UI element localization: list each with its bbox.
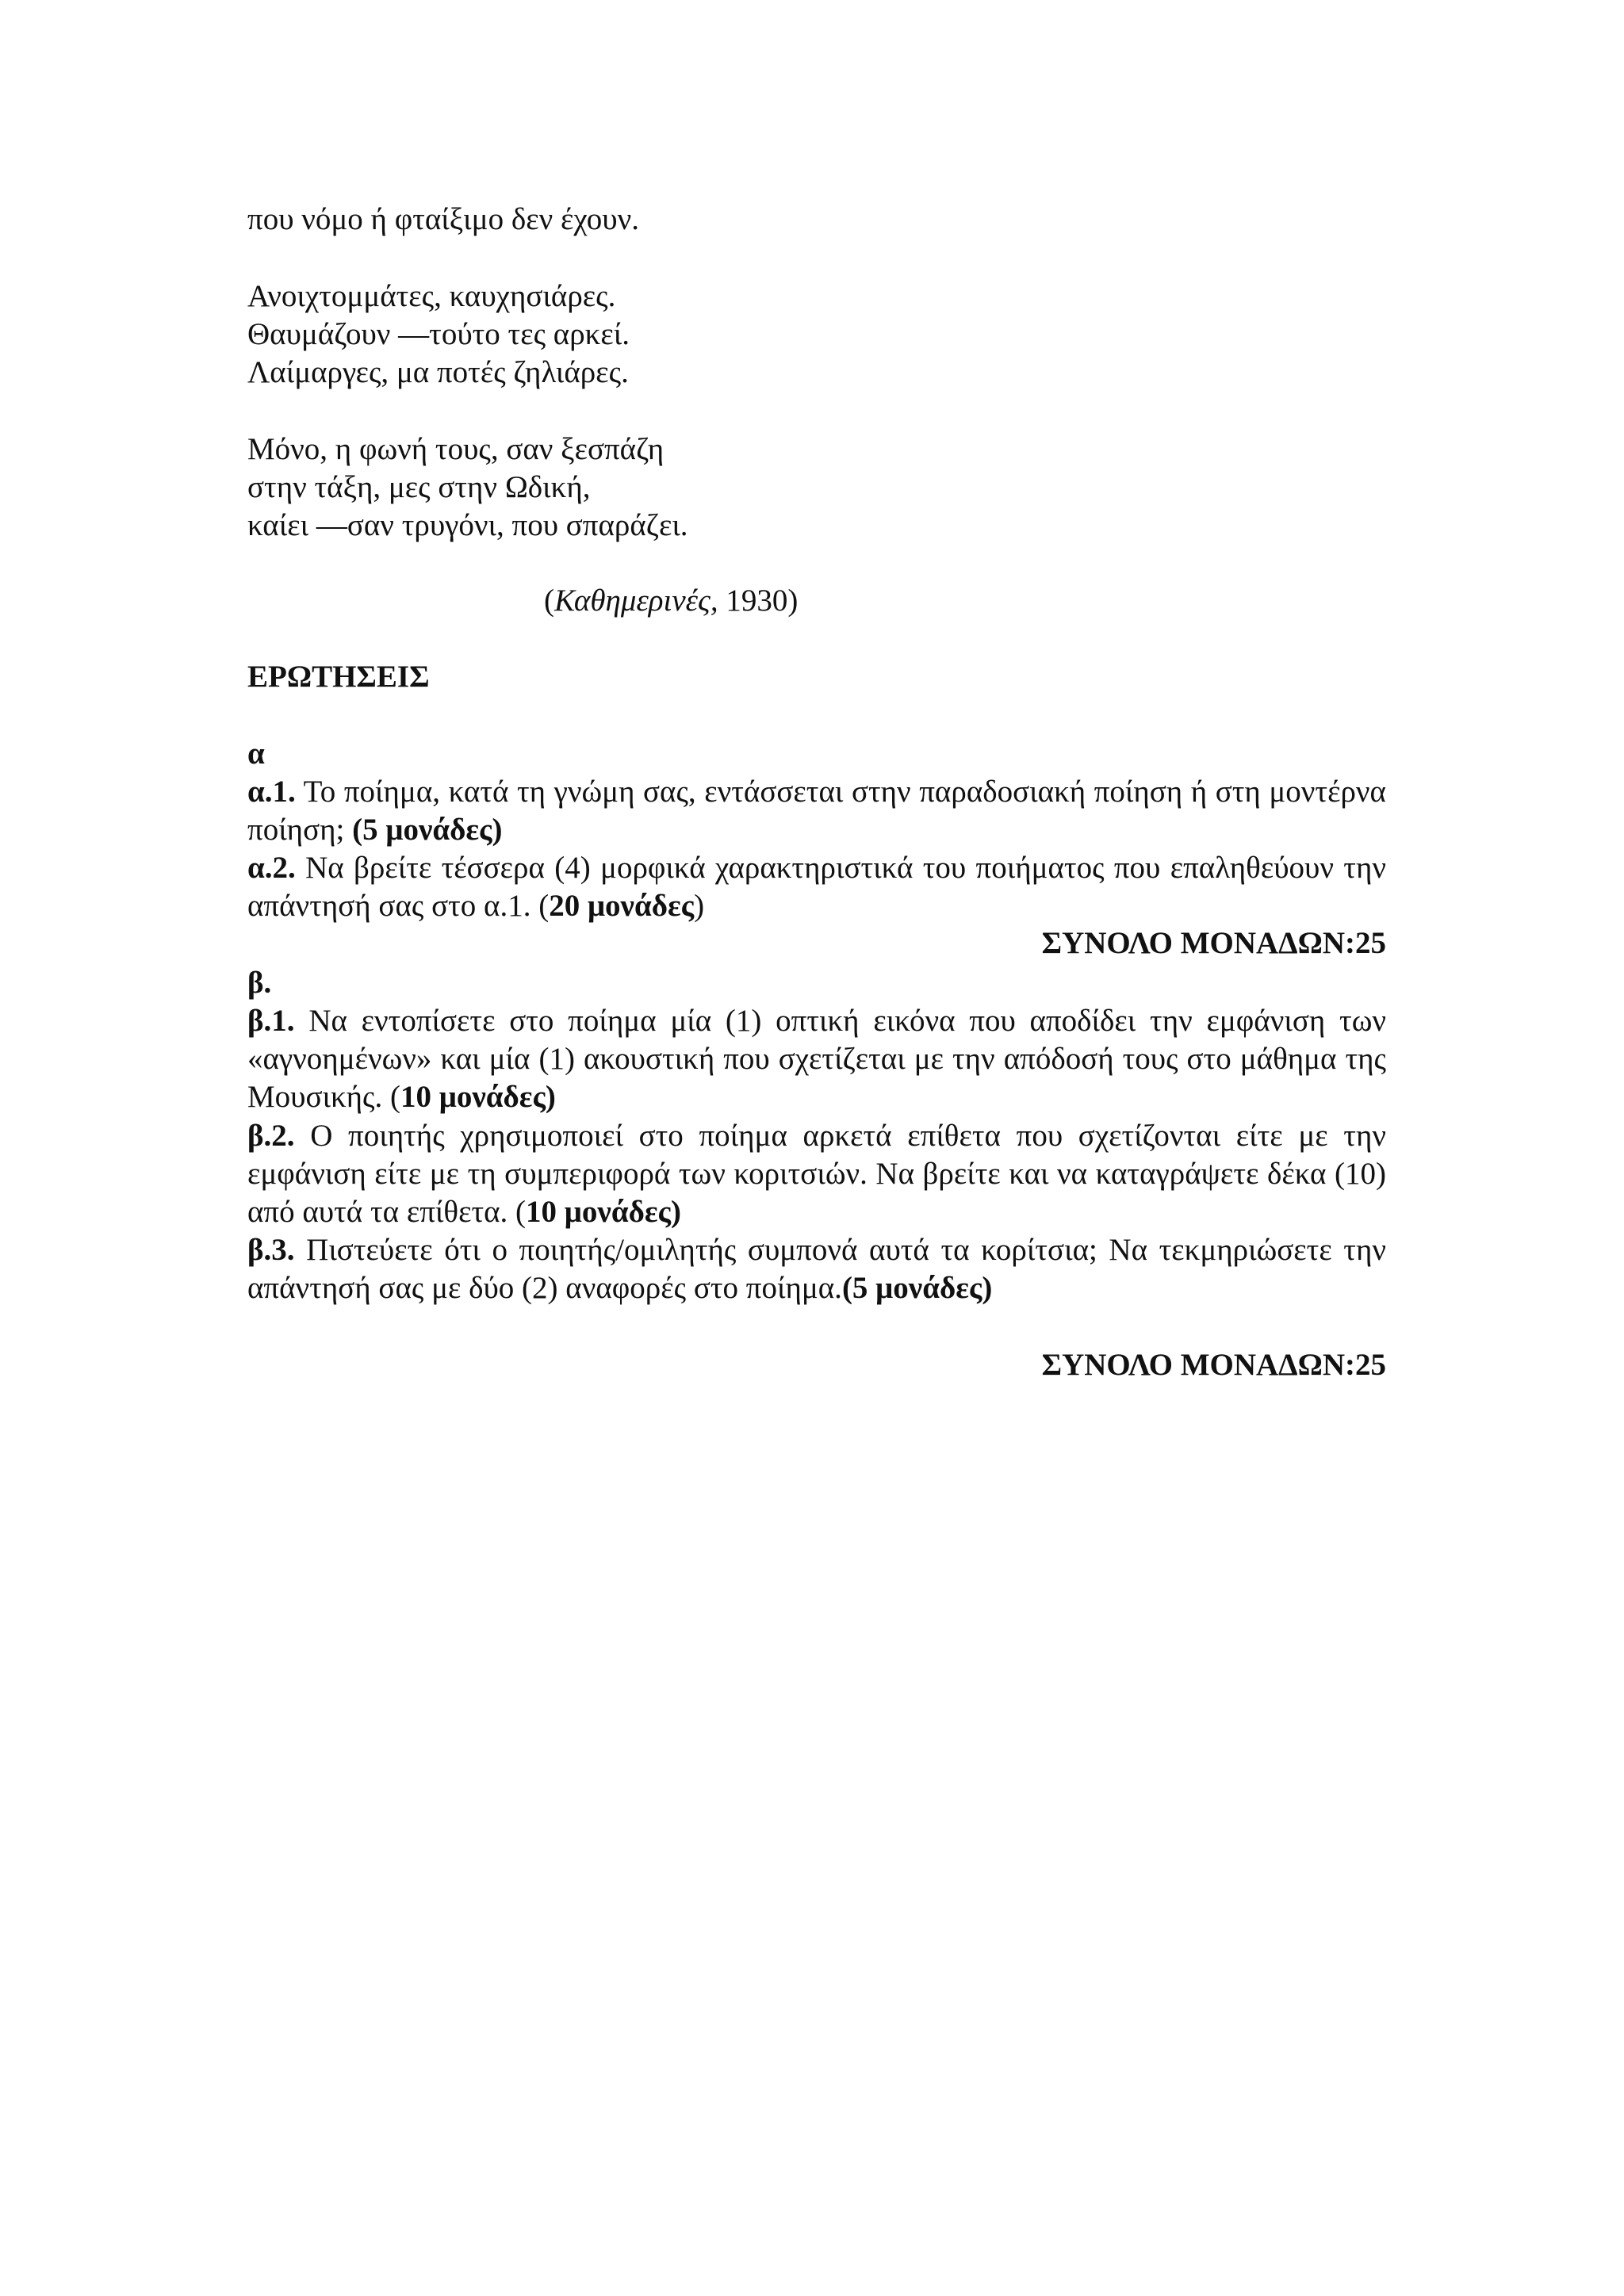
poem-line: Ανοιχτομμάτες, καυχησιάρες. bbox=[247, 279, 616, 313]
source-title: Καθημερινές, bbox=[554, 584, 718, 618]
question-a2: α.2. Να βρείτε τέσσερα (4) μορφικά χαρακτηριστικά του ποιήματος που επαληθεύουν την απάντησή σας στο α.1. (20 μονάδες) bbox=[247, 851, 1386, 923]
section-b-label: β. bbox=[247, 966, 272, 1000]
questions-heading: ΕΡΩΤΗΣΕΙΣ bbox=[247, 660, 430, 694]
poem-line: Λαίμαργες, μα ποτές ζηλιάρες. bbox=[247, 355, 629, 389]
poem-source: (Καθημερινές, 1930) bbox=[544, 584, 799, 618]
poem-line: Θαυμάζουν —τούτο τες αρκεί. bbox=[247, 317, 630, 351]
points-b3: (5 μονάδες) bbox=[841, 1271, 993, 1305]
question-b2: β.2. Ο ποιητής χρησιμοποιεί στο ποίημα αρκετά επίθετα που σχετίζονται είτε με την εμφάνιση είτε με τη συμπεριφορά των κοριτσιών. Να βρείτε και να καταγράψετε δέκα (10) από αυτά τα επίθετα. (10 μονάδες) bbox=[247, 1119, 1386, 1229]
points-a2: 20 μονάδες bbox=[549, 889, 695, 923]
poem-line: Μόνο, η φωνή τους, σαν ξεσπάζη bbox=[247, 432, 665, 466]
question-b1: β.1. Να εντοπίσετε στο ποίημα μία (1) οπτική εικόνα που αποδίδει την εμφάνιση των «αγνοημένων» και μία (1) ακουστική που σχετίζεται με την απόδοσή τους στο μάθημα της Μουσικής. (10 μονάδες) bbox=[247, 1004, 1386, 1114]
section-a-label: α bbox=[247, 737, 265, 771]
total-points-b: ΣΥΝΟΛΟ ΜΟΝΑΔΩΝ:25 bbox=[1041, 1348, 1386, 1382]
poem-line: που νόμο ή φταίξιμο δεν έχουν. bbox=[247, 202, 639, 236]
points-b2: 10 μονάδες) bbox=[526, 1195, 681, 1229]
question-b3: β.3. Πιστεύετε ότι ο ποιητής/ομιλητής συμπονά αυτά τα κορίτσια; Να τεκμηριώσετε την απάντησή σας με δύο (2) αναφορές στο ποίημα.(5 μονάδες) bbox=[247, 1233, 1386, 1305]
total-points-a: ΣΥΝΟΛΟ ΜΟΝΑΔΩΝ:25 bbox=[1041, 926, 1386, 960]
poem-line: στην τάξη, μες στην Ωδική, bbox=[247, 470, 591, 504]
points-a1: (5 μονάδες) bbox=[352, 813, 503, 847]
poem-line: καίει —σαν τρυγόνι, που σπαράζει. bbox=[247, 508, 688, 542]
question-a1: α.1. Το ποίημα, κατά τη γνώμη σας, εντάσσεται στην παραδοσιακή ποίηση ή στη μοντέρνα ποίηση; (5 μονάδες) bbox=[247, 775, 1386, 847]
points-b1: 10 μονάδες) bbox=[400, 1080, 556, 1114]
